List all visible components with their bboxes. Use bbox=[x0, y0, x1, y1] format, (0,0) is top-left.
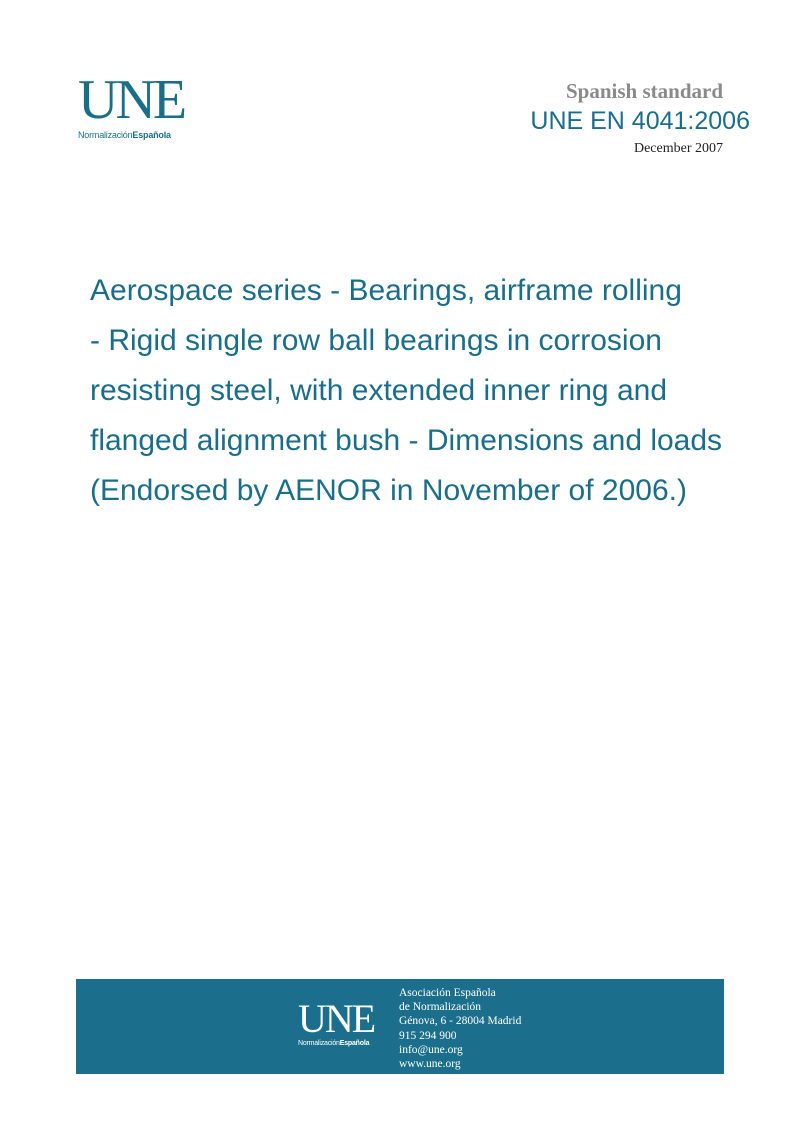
footer-phone: 915 294 900 bbox=[399, 1029, 457, 1042]
footer-logo-tag-bold: Española bbox=[339, 1040, 370, 1047]
logo-tag-normal: Normalización bbox=[78, 130, 133, 140]
footer-org-name-1: Asociación Española bbox=[399, 987, 496, 999]
title-line: - Rigid single row ball bearings in corrosion bbox=[90, 324, 662, 357]
title-line: resisting steel, with extended inner ring and bbox=[90, 374, 668, 407]
title-line: flanged alignment bush - Dimensions and loads bbox=[90, 424, 723, 457]
footer-logo bbox=[298, 996, 398, 1059]
logo-tagline bbox=[78, 130, 198, 140]
standard-kind: Spanish standard bbox=[566, 79, 723, 103]
footer-logo-mark: UNE bbox=[298, 996, 375, 1041]
footer-logo-tagline bbox=[298, 1040, 398, 1047]
footer-contact-info bbox=[399, 986, 521, 1071]
logo-tag-bold: Española bbox=[132, 130, 171, 140]
footer-banner bbox=[76, 979, 724, 1074]
title-line: Aerospace series - Bearings, airframe rolling bbox=[90, 274, 682, 307]
standard-code: UNE EN 4041:2006 bbox=[530, 107, 750, 135]
title-line: (Endorsed by AENOR in November of 2006.) bbox=[90, 474, 687, 507]
logo-mark: UNE bbox=[78, 69, 185, 131]
standard-header bbox=[530, 78, 750, 158]
footer-website[interactable]: www.une.org bbox=[399, 1058, 461, 1071]
footer-address: Génova, 6 - 28004 Madrid bbox=[399, 1015, 522, 1028]
standard-date: December 2007 bbox=[633, 141, 723, 156]
une-logo bbox=[78, 69, 198, 144]
footer-email[interactable]: info@une.org bbox=[399, 1043, 463, 1056]
document-title bbox=[90, 266, 780, 516]
footer-org-name-2: de Normalización bbox=[399, 1001, 482, 1014]
footer-logo-tag-normal: Normalización bbox=[298, 1040, 340, 1047]
